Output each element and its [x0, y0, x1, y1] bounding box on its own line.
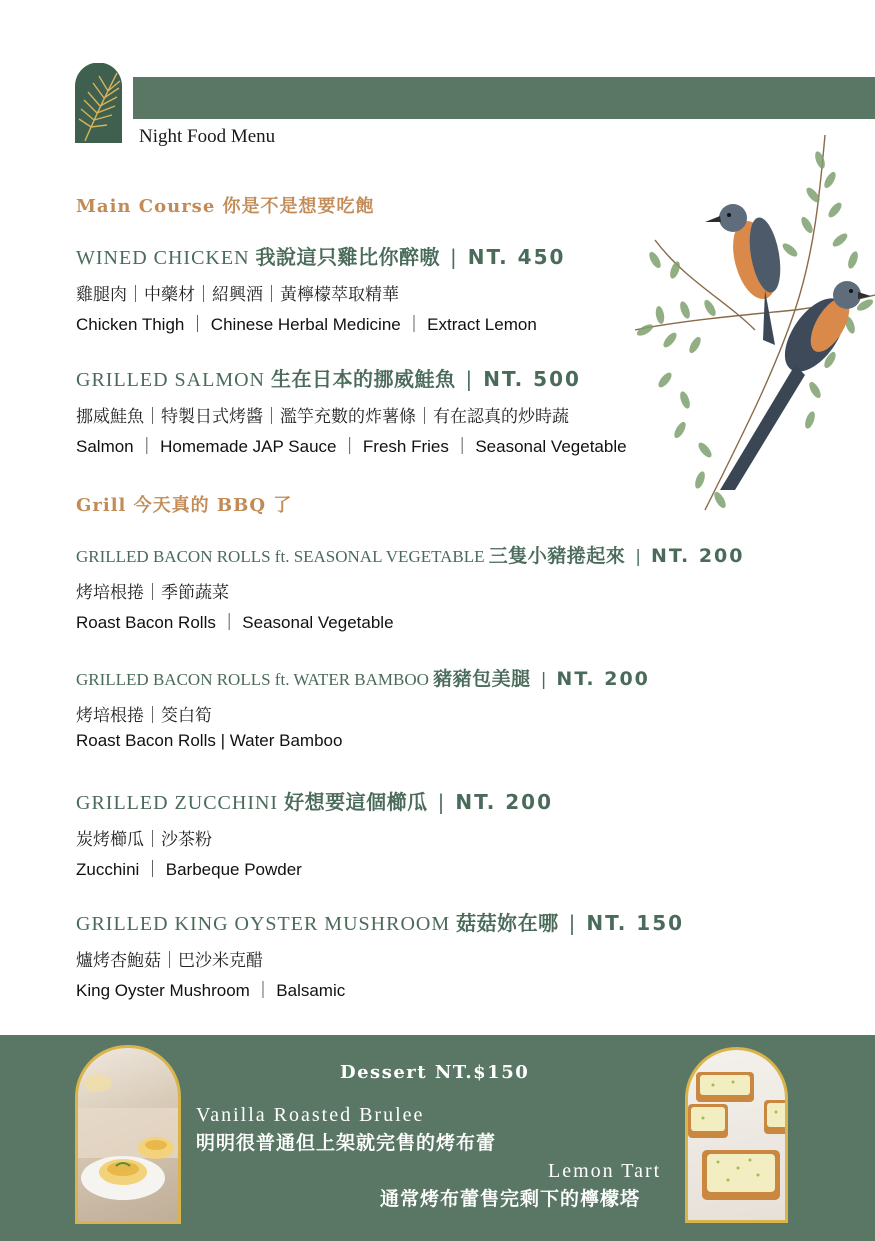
- dessert-item-name-en: Vanilla Roasted Brulee: [196, 1104, 425, 1126]
- item-title: [76, 541, 745, 568]
- price-separator: |: [465, 367, 474, 391]
- menu-item: [76, 541, 745, 633]
- price-separator: |: [635, 547, 642, 567]
- item-name-zh: 三隻小豬捲起來: [488, 545, 626, 567]
- item-name-en: GRILLED KING OYSTER MUSHROOM: [76, 913, 451, 935]
- price-separator: |: [540, 670, 547, 690]
- item-title: [76, 786, 553, 815]
- item-price: NT. 200: [455, 790, 553, 814]
- item-desc-zh: 烤培根捲｜筊白筍: [76, 706, 212, 726]
- item-name-en: GRILLED ZUCCHINI: [76, 792, 279, 814]
- item-desc-en: Roast Bacon Rolls | Water Bamboo: [76, 731, 343, 750]
- menu-item: [76, 786, 553, 880]
- page-title: Night Food Menu: [139, 126, 276, 147]
- item-name-zh: 好想要這個櫛瓜: [284, 790, 428, 814]
- dessert-item-name-zh: 通常烤布蕾售完剩下的檸檬塔: [380, 1188, 641, 1210]
- item-name-zh: 菇菇妳在哪: [456, 911, 559, 935]
- menu-item: [76, 907, 684, 1001]
- item-name-zh: 豬豬包美腿: [433, 668, 531, 690]
- menu-item: [76, 363, 627, 457]
- item-title: [76, 664, 650, 691]
- price-separator: |: [437, 790, 446, 814]
- item-desc-zh: 烤培根捲｜季節蔬菜: [76, 583, 229, 603]
- item-price: NT. 500: [483, 367, 581, 391]
- item-price: NT. 200: [651, 545, 745, 567]
- item-price: NT. 200: [556, 668, 650, 690]
- birds-on-branch-illustration: [625, 130, 875, 525]
- section-main-course: Main Course 你是不是想要吃飽: [76, 196, 375, 217]
- section-grill: Grill 今天真的 BBQ 了: [76, 495, 293, 516]
- item-desc-zh: 炭烤櫛瓜｜沙茶粉: [76, 830, 212, 850]
- item-name-en: GRILLED BACON ROLLS ft. WATER BAMBOO: [76, 670, 429, 689]
- item-title: [76, 363, 627, 392]
- price-separator: |: [568, 911, 577, 935]
- item-desc-zh: 雞腿肉｜中藥材｜紹興酒｜黃檸檬萃取精華: [76, 285, 399, 305]
- item-price: NT. 450: [467, 245, 566, 269]
- item-name-zh: 生在日本的挪威鮭魚: [271, 367, 456, 391]
- item-name-en: WINED CHICKEN: [76, 247, 250, 269]
- item-desc-zh: 爐烤杏鮑菇｜巴沙米克醋: [76, 951, 263, 971]
- dessert-item-name-en: Lemon Tart: [548, 1160, 662, 1182]
- item-name-en: GRILLED SALMON: [76, 369, 265, 391]
- item-desc-en: Roast Bacon Rolls ｜ Seasonal Vegetable: [76, 613, 394, 632]
- item-desc-zh: 挪威鮭魚｜特製日式烤醬｜濫竽充數的炸薯條｜有在認真的炒時蔬: [76, 407, 569, 427]
- item-desc-en: Salmon ｜ Homemade JAP Sauce ｜ Fresh Fries ｜ Seasonal Vegetable: [76, 437, 627, 456]
- price-separator: |: [450, 245, 458, 269]
- item-desc-en: Zucchini ｜ Barbeque Powder: [76, 860, 302, 879]
- item-name-zh: 我說這只雞比你醉嗷: [255, 245, 441, 269]
- brulee-photo: [75, 1045, 181, 1224]
- menu-item: [76, 241, 565, 335]
- item-desc-en: King Oyster Mushroom ｜ Balsamic: [76, 981, 346, 1000]
- item-name-en: GRILLED BACON ROLLS ft. SEASONAL VEGETABLE: [76, 547, 485, 566]
- palm-leaf-logo: [75, 63, 122, 143]
- header-bar: [133, 77, 875, 119]
- item-desc-en: Chicken Thigh ｜ Chinese Herbal Medicine ｜ Extract Lemon: [76, 315, 537, 334]
- lemon-tart-photo: [685, 1047, 788, 1223]
- item-title: [76, 907, 684, 936]
- dessert-title: Dessert NT.$150: [340, 1062, 530, 1083]
- item-title: [76, 241, 565, 270]
- menu-item: [76, 664, 650, 751]
- item-price: NT. 150: [586, 911, 685, 935]
- dessert-item-name-zh: 明明很普通但上架就完售的烤布蕾: [196, 1132, 497, 1154]
